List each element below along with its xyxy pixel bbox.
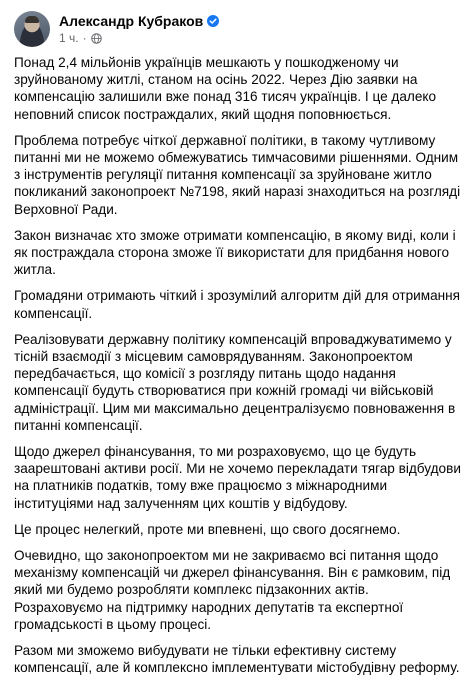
verified-badge-icon (207, 15, 219, 27)
timestamp-row (59, 31, 219, 46)
author-avatar[interactable] (14, 11, 50, 47)
post-timestamp[interactable]: 1 ч. (59, 31, 79, 45)
post-body (14, 54, 461, 677)
post-paragraph-7: Це процес нелегкий, проте ми впевнені, що свого досягнемо. (14, 521, 401, 537)
post-header (14, 10, 461, 48)
globe-icon[interactable] (91, 33, 102, 44)
post-paragraph-2: Проблема потребує чіткої державної політики, в такому чутливому питанні ми не можемо обмежуватись тимчасовими рішеннями. Одним з інструментів регуляції питання компенсації за зруйноване житло покликаний законопроект №7198, який наразі знаходиться на розгляді Верховної Ради. (14, 132, 461, 217)
post-meta (59, 12, 219, 46)
post-paragraph-6: Щодо джерел фінансування, то ми розраховуємо, що це будуть заарештовані активи росії. Ми не хочемо перекладати тягар відбудови на платників податків, тому вже працюємо з міжнародними інституціями над залученням цих коштів у відбудову. (14, 444, 461, 511)
post-paragraph-8: Очевидно, що законопроектом ми не закриваємо всі питання щодо механізму компенсацій чи джерел фінансування. Він є рамковим, під який ми будемо розробляти комплекс підзаконних актів. Розраховуємо на підтримку народних депутатів та експертної громадськості в цьому процесі. (14, 548, 451, 632)
post-paragraph-5: Реалізовувати державну політику компенсацій впроваджуватимемо у тісній взаємодії з місцевим самоврядуванням. Законопроектом передбачається, що комісії з розгляду питань щодо надання компенсації будуть створюватися при кожній громаді чи військовій адміністрації. Цим ми максимально децентралізуємо повноваження в питанні компенсації. (14, 331, 456, 433)
author-row (59, 12, 219, 30)
post-paragraph-3: Закон визначає хто зможе отримати компенсацію, в якому виді, коли і як постраждала сторона зможе її використати для придбання нового житла. (14, 227, 456, 278)
post-paragraph-4: Громадяни отримають чіткий і зрозумілий алгоритм дій для отримання компенсації. (14, 288, 461, 321)
post-paragraph-1: Понад 2,4 мільйонів українців мешкають у пошкодженому чи зруйнованому житлі, станом на осінь 2022. Через Дію заявки на компенсацію залишили вже понад 316 тисяч українців. І це далеко неповний список постраждалих, який щодня поповнюється. (14, 55, 437, 122)
meta-separator: · (82, 31, 87, 45)
author-name[interactable]: Александр Кубраков (59, 13, 204, 29)
post-paragraph-9: Разом ми зможемо вибудувати не тільки ефективну систему компенсації, але й комплексно імплементувати містобудівну реформу. (14, 643, 460, 676)
